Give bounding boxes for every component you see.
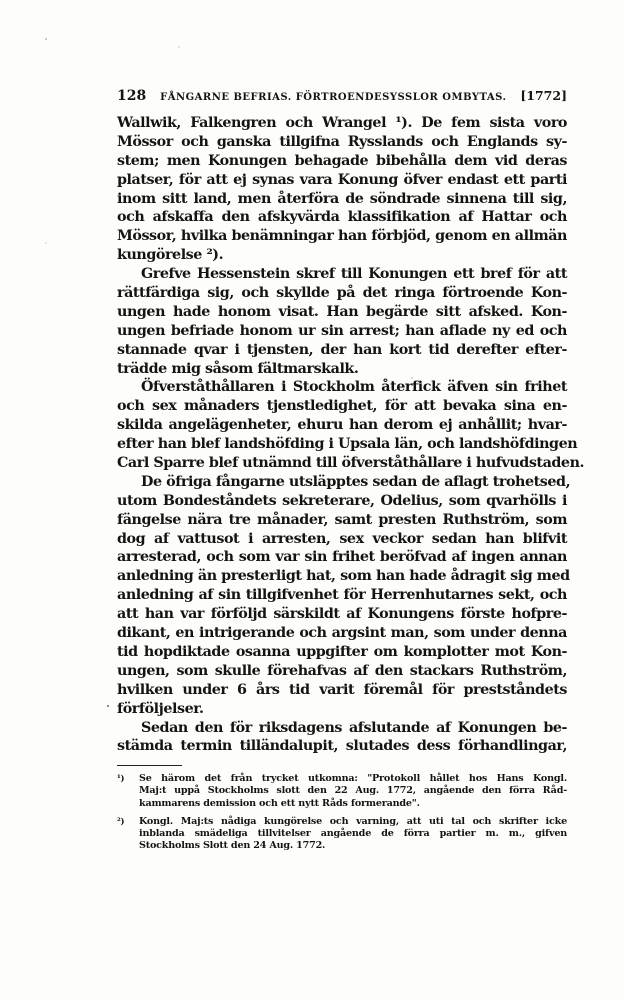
text-line: stannade qvar i tjensten, der han kort tid derefter efter- [117, 341, 567, 358]
footnote-text: kammarens demission och ett nytt Råds formerande". [139, 797, 420, 809]
footnote-text: inblanda smädeliga tillvitelser angående de förra partier m. m., gifven [139, 828, 567, 840]
text-line: hvilken under 6 års tid varit föremål för prestståndets [117, 681, 567, 698]
text-line: skilda angelägenheter, ehuru han derom ej anhållit; hvar- [117, 417, 567, 434]
footnote-text: Kongl. Maj:ts nådiga kungörelse och varning, att uti tal och skrifter icke [139, 815, 567, 827]
footnote-line [117, 816, 567, 828]
body-text [117, 114, 585, 756]
page-number: 128 [117, 88, 147, 104]
running-title: FÅNGARNE BEFRIAS. FÖRTROENDESYSSLOR OMBYTAS. [160, 92, 507, 103]
text-line: dikant, en intrigerande och argsint man, som under denna [117, 625, 567, 642]
footnote-line [117, 785, 567, 797]
text-line: utom Bondeståndets sekreterare, Odelius, som qvarhölls i [117, 492, 567, 509]
text-line: Grefve Hessenstein skref till Konungen ett bref för att [141, 266, 567, 283]
text-line: Mössor, hvilka benämningar han förbjöd, genom en allmän [117, 228, 567, 245]
text-line: och afskaffa den afskyvärda klassifikation af Hattar och [117, 209, 567, 226]
footnote-line [117, 828, 567, 840]
text-line: ungen hade honom visat. Han begärde sitt afsked. Kon- [117, 303, 567, 320]
text-line: tid hopdiktade osanna uppgifter om komplotter mot Kon- [117, 643, 567, 660]
footnote-line [117, 773, 567, 785]
text-line: inom sitt land, men återföra de söndrade sinnena till sig, [117, 190, 567, 207]
text-line: förföljelser. [117, 700, 204, 717]
text-line: dog af vattusot i arresten, sex veckor sedan han blifvit [117, 530, 567, 547]
text-line: Carl Sparre blef utnämnd till öfverståthållare i hufvudstaden. [117, 455, 585, 472]
text-line: fängelse nära tre månader, samt presten Ruthström, som [117, 511, 567, 528]
footnote-mark: ²) [117, 816, 125, 827]
text-line: anledning af sin tillgifvenhet för Herrenhutarnes sekt, och [117, 587, 567, 604]
text-line: trädde mig såsom fältmarskalk. [117, 360, 359, 377]
text-line: Mössor och ganska tillgifna Rysslands och Englands sy- [117, 133, 567, 150]
text-line: De öfriga fångarne utsläpptes sedan de aflagt trohetsed, [141, 473, 571, 490]
text-line: ungen befriade honom ur sin arrest; han aflade ny ed och [117, 322, 567, 339]
footnote-line [117, 798, 567, 810]
book-page [117, 88, 585, 852]
text-line: stem; men Konungen behagade bibehålla dem vid deras [117, 152, 567, 169]
text-line: och sex månaders tjenstledighet, för att bevaka sina en- [117, 398, 567, 415]
text-line: efter han blef landshöfding i Upsala län, och landshöfdingen [117, 436, 578, 453]
text-line: Sedan den för riksdagens afslutande af Konungen be- [141, 719, 567, 736]
text-line: platser, för att ej synas vara Konung öfver endast ett parti [117, 171, 567, 188]
text-line: arresterad, och som var sin frihet beröfvad af ingen annan [117, 549, 567, 566]
footnote-text: Maj:t uppå Stockholms slott den 22 Aug. 1772, angående den förra Råd- [139, 785, 567, 797]
footnote-rule [117, 765, 182, 766]
footnote-text: Se härom det från trycket utkomna: "Protokoll hållet hos Hans Kongl. [139, 773, 567, 785]
text-line: Wallwik, Falkengren och Wrangel ¹). De fem sista voro [117, 115, 567, 131]
running-head [117, 88, 567, 108]
text-line: kungörelse ²). [117, 247, 224, 264]
faint-library-stamp [420, 882, 540, 894]
text-line: rättfärdiga sig, och skyllde på det ringa förtroende Kon- [117, 285, 567, 302]
running-year: [1772] [520, 88, 567, 103]
text-line: ungen, som skulle förehafvas af den stackars Ruthström, [117, 662, 567, 679]
text-line: att han var förföljd särskildt af Konungens förste hofpre- [117, 606, 567, 623]
footnote-line [117, 840, 567, 852]
text-line: stämda termin tilländalupit, slutades dess förhandlingar, [117, 738, 567, 755]
footnote-mark: ¹) [117, 774, 125, 785]
footnotes [117, 773, 567, 852]
footnote-text: Stockholms Slott den 24 Aug. 1772. [139, 840, 326, 852]
text-line: anledning än presterligt hat, som han hade ådragit sig med [117, 568, 570, 585]
text-line: Öfverståthållaren i Stockholm återfick äfven sin frihet [141, 379, 567, 396]
